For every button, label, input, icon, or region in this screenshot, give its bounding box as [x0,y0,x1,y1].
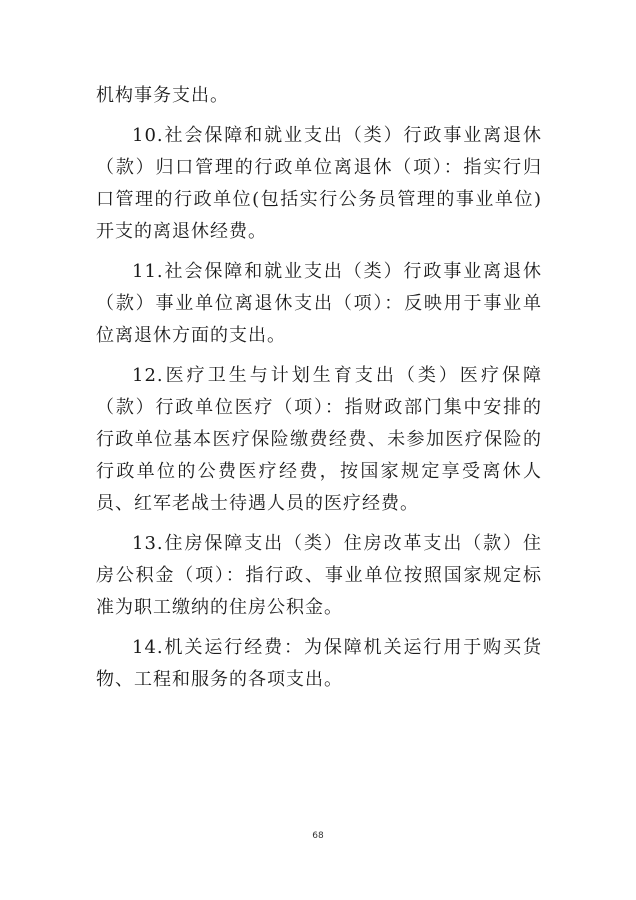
paragraph-item-12: 12.医疗卫生与计划生育支出（类）医疗保障（款）行政单位医疗（项）：指财政部门集中安排的行政单位基本医疗保险缴费经费、未参加医疗保险的行政单位的公费医疗经费，按国家规定享受离休人员、红军老战士待遇人员的医疗经费。 [96,365,542,514]
paragraph-item-13: 13.住房保障支出（类）住房改革支出（款）住房公积金（项）：指行政、事业单位按照国家规定标准为职工缴纳的住房公积金。 [96,533,542,618]
paragraph-item-14: 14.机关运行经费：为保障机关运行用于购买货物、工程和服务的各项支出。 [96,637,542,690]
document-body [96,80,542,704]
paragraph-item-11: 11.社会保障和就业支出（类）行政事业离退休（款）事业单位离退休支出（项）：反映用于事业单位离退休方面的支出。 [96,261,542,346]
page-number: 68 [312,831,324,841]
paragraph-item-10: 10.社会保障和就业支出（类）行政事业离退休（款）归口管理的行政单位离退休（项）：指实行归口管理的行政单位(包括实行公务员管理的事业单位)开支的离退休经费。 [96,125,542,242]
paragraph-continuation: 机构事务支出。 [96,85,229,106]
